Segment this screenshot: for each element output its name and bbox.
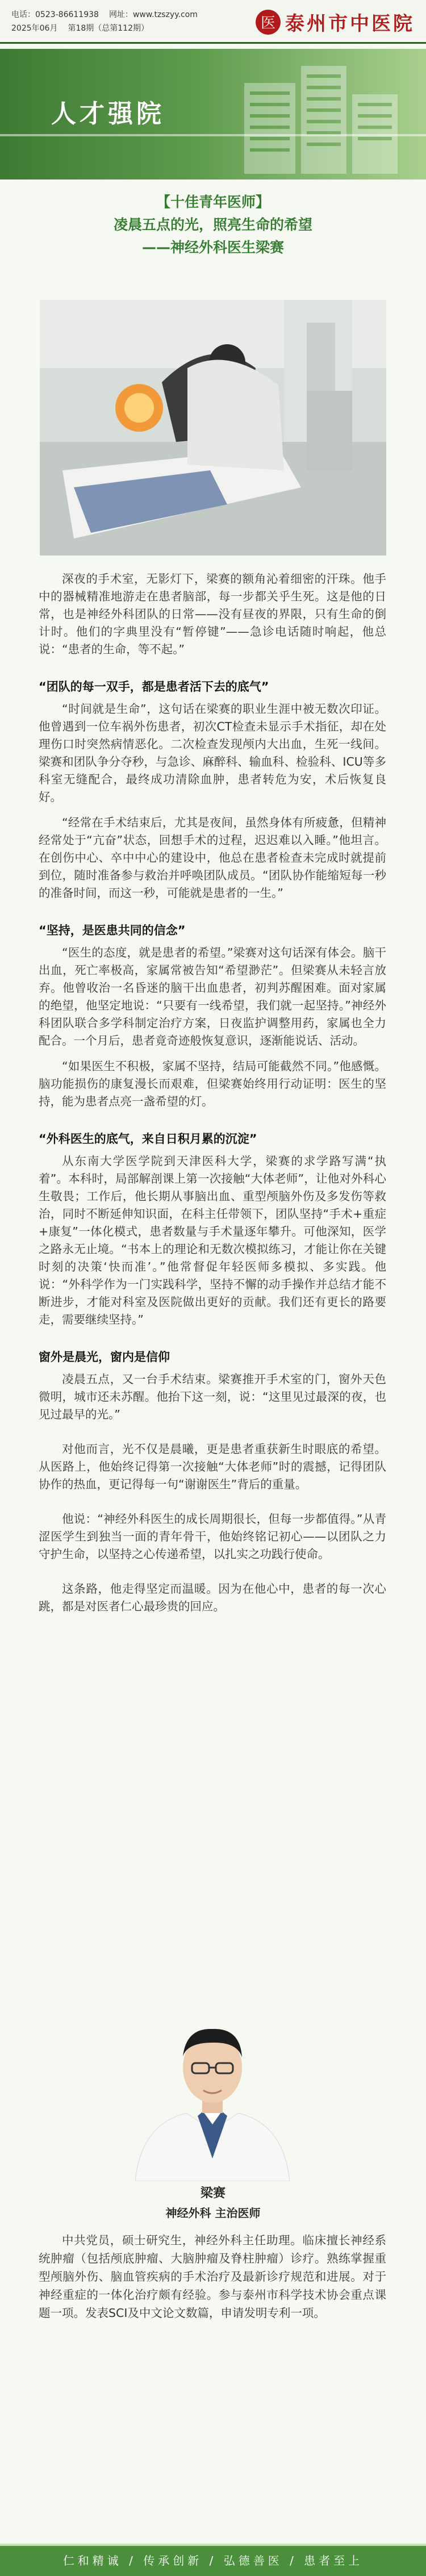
portrait-image [124, 1988, 301, 2181]
headline-main: 凌晨五点的光，照亮生命的希望 [113, 216, 312, 233]
surgery-scene-image [40, 300, 386, 556]
headline-sub: ——神经外科医生梁赛 [141, 239, 284, 256]
section-heading-dawn: 窗外是晨光，窗内是信仰 [39, 1350, 170, 1364]
footer-motto: 仁和精诚 / 传承创新 / 弘德善医 / 患者至上 [0, 2546, 426, 2576]
section-heading-teamwork: “团队的每一双手，都是患者活下去的底气” [39, 680, 269, 694]
paragraph: “时间就是生命”，这句话在梁赛的职业生涯中被无数次印证。他曾遇到一位车祸外伤患者，初次CT检查未显示手术指征，却在处理伤口时突然病情恶化。二次检查发现颅内大出血，生死一线间。梁赛和团队争分夺秒，与急诊、麻醉科、输血科、检验科、ICU等多科室无缝配合，最终成功清除血肿，患者转危为安，术后恢复良好。 [39, 702, 386, 804]
masthead-divider [0, 42, 426, 44]
hospital-emblem-icon: 医 [256, 10, 281, 35]
paragraph: 他说：“神经外科医生的成长周期很长，但每一步都值得。”从青涩医学生到独当一面的青年骨干，他始终铭记初心——以团队之力守护生命，以坚持之心传递希望，以扎实之功践行使命。 [39, 1512, 386, 1561]
article-body [39, 570, 386, 1633]
headline-tag: 【十佳青年医师】 [156, 194, 270, 210]
hospital-name: 泰州市中医院 [285, 12, 415, 35]
masthead [0, 0, 426, 40]
paragraph: “如果医生不积极，家属不坚持，结局可能截然不同。”他感慨。脑功能损伤的康复漫长而艰难，但梁赛始终用行动证明：医生的坚持，能为患者点亮一盏希望的灯。 [39, 1059, 386, 1108]
hospital-logo [256, 8, 415, 36]
masthead-info [11, 8, 208, 35]
paragraph: 这条路，他走得坚定而温暖。因为在他心中，患者的每一次心跳，都是对医者仁心最珍贵的回应。 [39, 1582, 386, 1613]
website-link[interactable]: 网址：www.tzszyy.com [108, 10, 198, 19]
section-banner [0, 49, 426, 179]
banner-stripe [0, 134, 426, 136]
section-heading-experience: “外科医生的底气，来自日积月累的沉淀” [39, 1132, 257, 1146]
paragraph: 凌晨五点，又一台手术结束。梁赛推开手术室的门，窗外天色微明，城市还未苏醒。他抬下这一刻，说：“这里见过最深的夜，也见过最早的光。” [39, 1372, 386, 1421]
paragraph: 从东南大学医学院到天津医科大学，梁赛的求学路写满“执着”。本科时，局部解剖课上第一次接触“大体老师”，让他对外科心生敬畏；工作后，他长期从事脑出血、重型颅脑外伤及多发伤等救治，同时不断延伸知识面，在科主任带领下，团队坚持“手术+重症+康复”一体化模式，患者数量与手术量逐年攀升。可他深知，医学之路永无止境。“书本上的理论和无数次模拟练习，才能让你在关键时刻的决策‘快而准’。”他常督促年轻医师多模拟、多实践。他说：“外科学作为一门实践科学，坚持不懈的动手操作并总结才能不断进步，才能对科室及医院做出更好的贡献。我们还有更长的路要走，需要继续坚持。” [39, 1154, 386, 1326]
paragraph: “医生的态度，就是患者的希望。”梁赛对这句话深有体会。脑干出血，死亡率极高，家属常被告知“希望渺茫”。但梁赛从未轻言放弃。他曾收治一名昏迷的脑干出血患者，初判苏醒困难。面对家属的绝望，他坚定地说：“只要有一线希望，我们就一起坚持。”神经外科团队联合多学科制定治疗方案，日夜监护调整用药，家属也全力配合。一个月后，患者竟奇迹般恢复意识，逐渐能说话、活动。 [39, 946, 386, 1047]
doctor-bio: 中共党员，硕士研究生，神经外科主任助理。临床擅长神经系统肿瘤（包括颅底肿瘤、大脑肿瘤及脊柱肿瘤）诊疗。熟练掌握重型颅脑外伤、脑血管疾病的手术治疗及最新诊疗规范和进展。对于神经重症的一体化治疗颇有经验。参与泰州市科学技术协会重点课题一项。发表SCI及中文论文数篇，申请发明专利一项。 [39, 2233, 386, 2320]
doctor-profile [0, 1988, 426, 2386]
section-heading-persistence: “坚持，是医患共同的信念” [39, 924, 186, 937]
phone-text: 电话：0523-86611938 [11, 10, 99, 19]
paragraph-intro: 深夜的手术室，无影灯下，梁赛的额角沁着细密的汗珠。他手中的器械精准地游走在患者脑部，每一步都关乎生死。这是他的日常，也是神经外科团队的日常——没有昼夜的界限，只有生命的倒计时。他们的字典里没有“暂停键”——急诊电话随时响起，他总说：“患者的生命，等不起。” [39, 572, 386, 656]
paragraph: “经常在手术结束后，尤其是夜间，虽然身体有所疲惫，但精神经常处于“亢奋”状态，回想手术的过程，迟迟难以入睡。”他坦言。在创伤中心、卒中中心的建设中，他总在患者检查未完成时就提前到位，随时准备参与救治并呼唤团队成员。“团队协作能缩短每一秒的准备时间，而这一秒，可能就是患者的一生。” [39, 816, 386, 900]
paragraph: 对他而言，光不仅是晨曦，更是患者重获新生时眼底的希望。从医路上，他始终记得第一次接触“大体老师”时的震撼，记得团队协作的热血，更记得每一句“谢谢医生”背后的重量。 [39, 1442, 386, 1491]
surgery-photo [40, 300, 386, 556]
section-title: 人才强院 [51, 99, 165, 128]
issue-date: 2025年06月 [11, 24, 58, 33]
doctor-portrait [124, 1988, 301, 2181]
article-headline [0, 191, 426, 259]
doctor-title: 神经外科 主治医师 [165, 2206, 261, 2220]
doctor-name: 梁赛 [200, 2186, 225, 2201]
hospital-building-illustration [233, 60, 403, 174]
issue-number: 第18期（总第112期） [68, 24, 149, 33]
